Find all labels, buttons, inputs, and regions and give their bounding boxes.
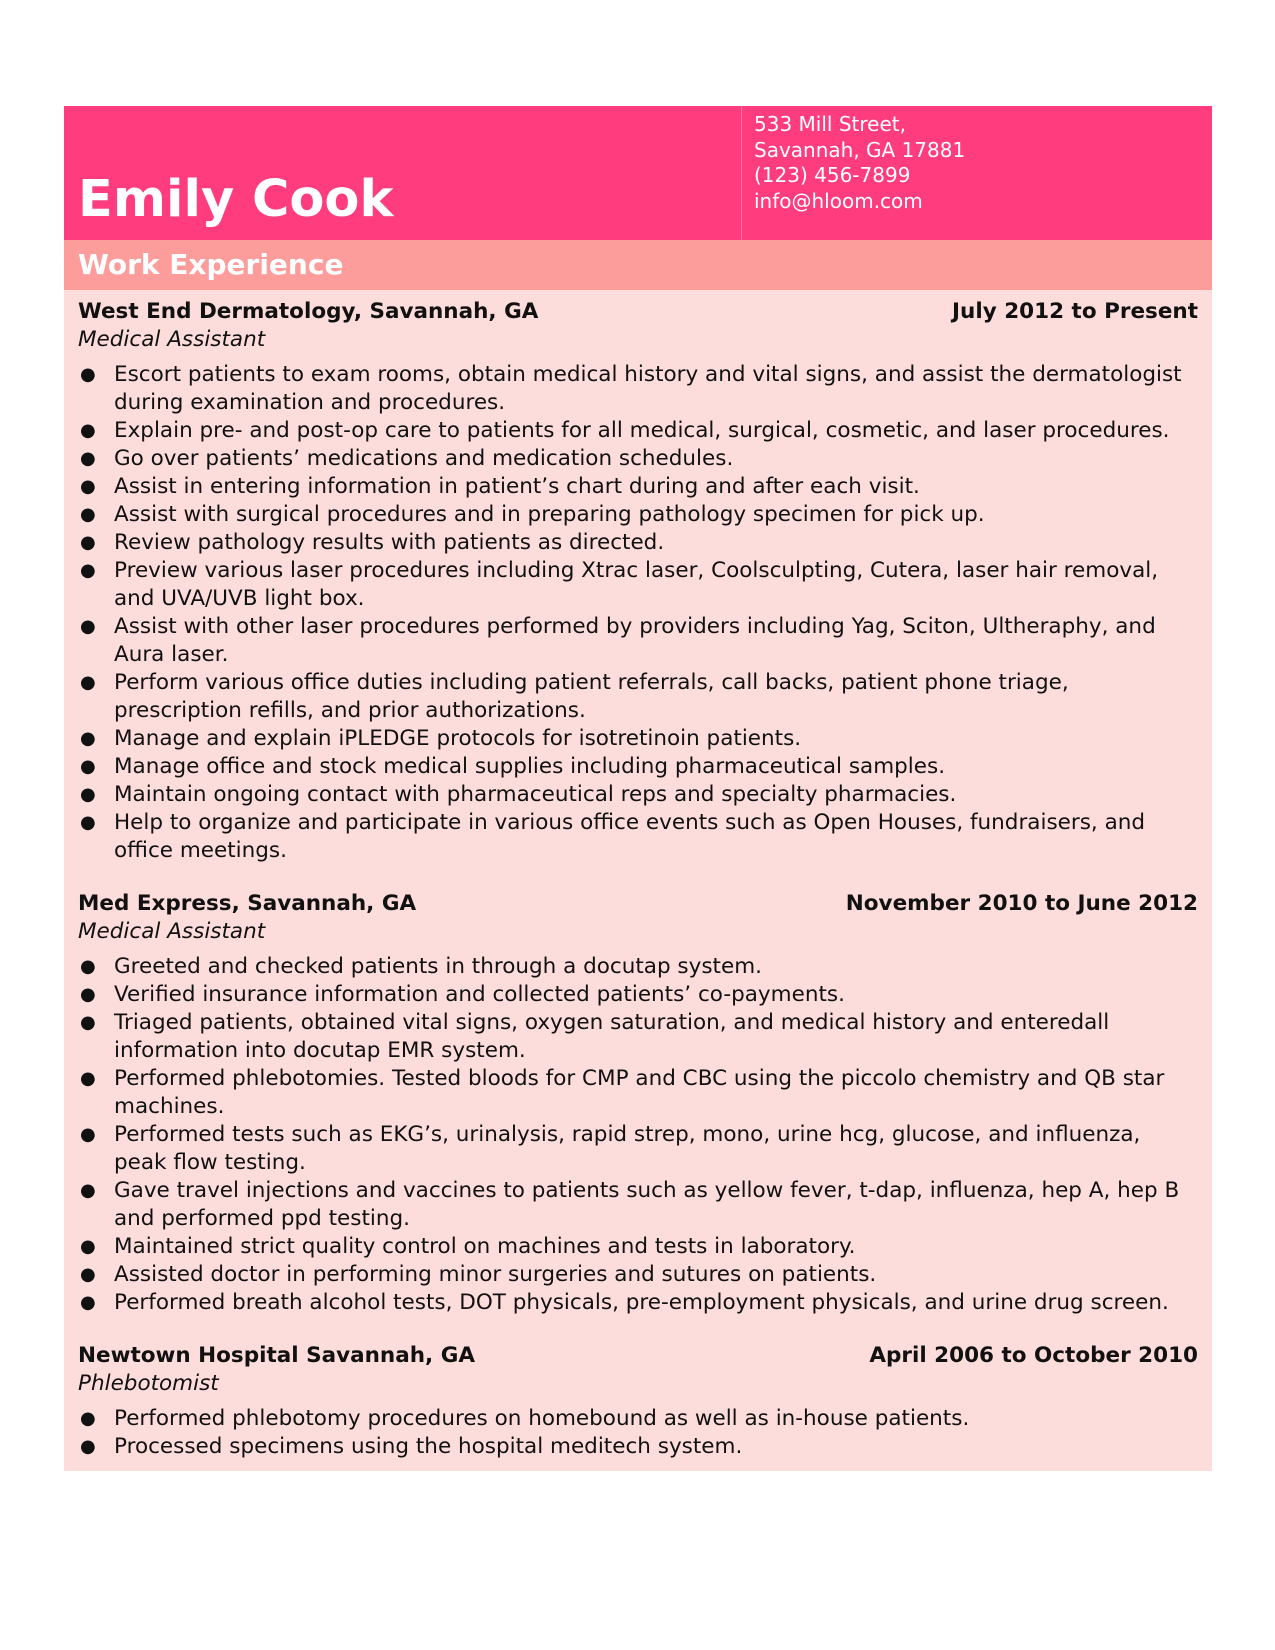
duty-text: Assist with other laser procedures performed by providers including Yag, Sciton, Ultheraphy, and Aura laser.: [114, 614, 1156, 667]
bullet-icon: ●: [80, 448, 96, 469]
job-title: Medical Assistant: [78, 327, 266, 352]
duty-text: Performed tests such as EKG’s, urinalysis, rapid strep, mono, urine hcg, glucose, and influenza, peak flow testing.: [114, 1122, 1141, 1175]
job-entry: [78, 1342, 1198, 1461]
bullet-icon: ●: [80, 756, 96, 777]
bullet-icon: ●: [80, 532, 96, 553]
duty-item: [78, 781, 1198, 809]
bullet-icon: ●: [80, 420, 96, 441]
job-dates: November 2010 to June 2012: [845, 891, 1198, 916]
job-header: [78, 1342, 1198, 1370]
duty-text: Verified insurance information and collected patients’ co-payments.: [114, 982, 845, 1007]
duty-text: Triaged patients, obtained vital signs, oxygen saturation, and medical history and enteredall information into docutap EMR system.: [114, 1010, 1110, 1063]
bullet-icon: ●: [80, 984, 96, 1005]
job-header: [78, 298, 1198, 326]
duty-text: Preview various laser procedures including Xtrac laser, Coolsculpting, Cutera, laser hair removal, and UVA/UVB light box.: [114, 558, 1159, 611]
duty-text: Help to organize and participate in various office events such as Open Houses, fundraisers, and office meetings.: [114, 810, 1146, 863]
duty-text: Performed phlebotomies. Tested bloods for CMP and CBC using the piccolo chemistry and QB star machines.: [114, 1066, 1165, 1119]
duty-item: [78, 725, 1198, 753]
work-experience-body: [64, 290, 1212, 1471]
duty-text: Greeted and checked patients in through a docutap system.: [114, 954, 762, 979]
duty-text: Maintained strict quality control on machines and tests in laboratory.: [114, 1234, 856, 1259]
bullet-icon: ●: [80, 956, 96, 977]
duty-item: [78, 613, 1198, 669]
duty-list: [78, 953, 1198, 1317]
candidate-name: Emily Cook: [78, 170, 394, 229]
duty-text: Assist with surgical procedures and in preparing pathology specimen for pick up.: [114, 502, 985, 527]
job-dates: April 2006 to October 2010: [869, 1343, 1198, 1368]
duty-text: Escort patients to exam rooms, obtain medical history and vital signs, and assist the dermatologist during examination and procedures.: [114, 362, 1182, 415]
job-title: Phlebotomist: [78, 1371, 219, 1396]
bullet-icon: ●: [80, 1408, 96, 1429]
duty-item: [78, 445, 1198, 473]
bullet-icon: ●: [80, 728, 96, 749]
duty-item: [78, 1177, 1198, 1233]
bullet-icon: ●: [80, 616, 96, 637]
duty-item: [78, 1289, 1198, 1317]
duty-text: Manage office and stock medical supplies including pharmaceutical samples.: [114, 754, 946, 779]
duty-item: [78, 473, 1198, 501]
resume-header: [64, 106, 1212, 240]
duty-item: [78, 557, 1198, 613]
bullet-icon: ●: [80, 812, 96, 833]
job-dates: July 2012 to Present: [952, 299, 1198, 324]
duty-item: [78, 1405, 1198, 1433]
duty-text: Gave travel injections and vaccines to patients such as yellow fever, t-dap, influenza, hep A, hep B and performed ppd testing.: [114, 1178, 1180, 1231]
contact-info: [754, 112, 965, 214]
duty-item: [78, 1261, 1198, 1289]
duty-item: [78, 361, 1198, 417]
duty-item: [78, 981, 1198, 1009]
bullet-icon: ●: [80, 364, 96, 385]
bullet-icon: ●: [80, 784, 96, 805]
duty-text: Performed breath alcohol tests, DOT physicals, pre-employment physicals, and urine drug screen.: [114, 1290, 1169, 1315]
bullet-icon: ●: [80, 1292, 96, 1313]
duty-text: Review pathology results with patients as directed.: [114, 530, 665, 555]
duty-item: [78, 953, 1198, 981]
email-address: info@hloom.com: [754, 188, 923, 213]
bullet-icon: ●: [80, 476, 96, 497]
bullet-icon: ●: [80, 1012, 96, 1033]
duty-text: Assisted doctor in performing minor surgeries and sutures on patients.: [114, 1262, 877, 1287]
address-line-1: 533 Mill Street,: [754, 112, 906, 136]
job-employer: West End Dermatology, Savannah, GA: [78, 299, 539, 324]
duty-item: [78, 1009, 1198, 1065]
job-employer: Med Express, Savannah, GA: [78, 891, 417, 916]
duty-item: [78, 529, 1198, 557]
bullet-icon: ●: [80, 504, 96, 525]
duty-item: [78, 1233, 1198, 1261]
bullet-icon: ●: [80, 1068, 96, 1089]
job-entry: [78, 298, 1198, 865]
duty-text: Explain pre- and post-op care to patients for all medical, surgical, cosmetic, and laser procedures.: [114, 418, 1170, 443]
duty-text: Perform various office duties including patient referrals, call backs, patient phone triage, prescription refills, and prior authorizations.: [114, 670, 1069, 723]
job-header: [78, 890, 1198, 918]
bullet-icon: ●: [80, 1124, 96, 1145]
duty-item: [78, 417, 1198, 445]
job-title: Medical Assistant: [78, 919, 266, 944]
duty-item: [78, 669, 1198, 725]
bullet-icon: ●: [80, 672, 96, 693]
duty-item: [78, 1433, 1198, 1461]
duty-list: [78, 1405, 1198, 1461]
bullet-icon: ●: [80, 1264, 96, 1285]
duty-text: Assist in entering information in patient’s chart during and after each visit.: [114, 474, 920, 499]
resume: [64, 106, 1212, 1471]
duty-text: Processed specimens using the hospital meditech system.: [114, 1434, 743, 1459]
duty-text: Performed phlebotomy procedures on homebound as well as in-house patients.: [114, 1406, 970, 1431]
job-entry: [78, 890, 1198, 1317]
duty-item: [78, 501, 1198, 529]
duty-item: [78, 1065, 1198, 1121]
duty-text: Manage and explain iPLEDGE protocols for isotretinoin patients.: [114, 726, 802, 751]
duty-item: [78, 809, 1198, 865]
duty-text: Go over patients’ medications and medication schedules.: [114, 446, 734, 471]
duty-item: [78, 1121, 1198, 1177]
duty-list: [78, 361, 1198, 865]
bullet-icon: ●: [80, 1236, 96, 1257]
bullet-icon: ●: [80, 560, 96, 581]
address-line-2: Savannah, GA 17881: [754, 137, 966, 162]
phone-number: (123) 456-7899: [754, 163, 911, 187]
section-title-work-experience: Work Experience: [64, 240, 1212, 290]
bullet-icon: ●: [80, 1436, 96, 1457]
job-employer: Newtown Hospital Savannah, GA: [78, 1343, 475, 1368]
bullet-icon: ●: [80, 1180, 96, 1201]
duty-item: [78, 753, 1198, 781]
duty-text: Maintain ongoing contact with pharmaceutical reps and specialty pharmacies.: [114, 782, 957, 807]
header-divider: [741, 106, 742, 240]
